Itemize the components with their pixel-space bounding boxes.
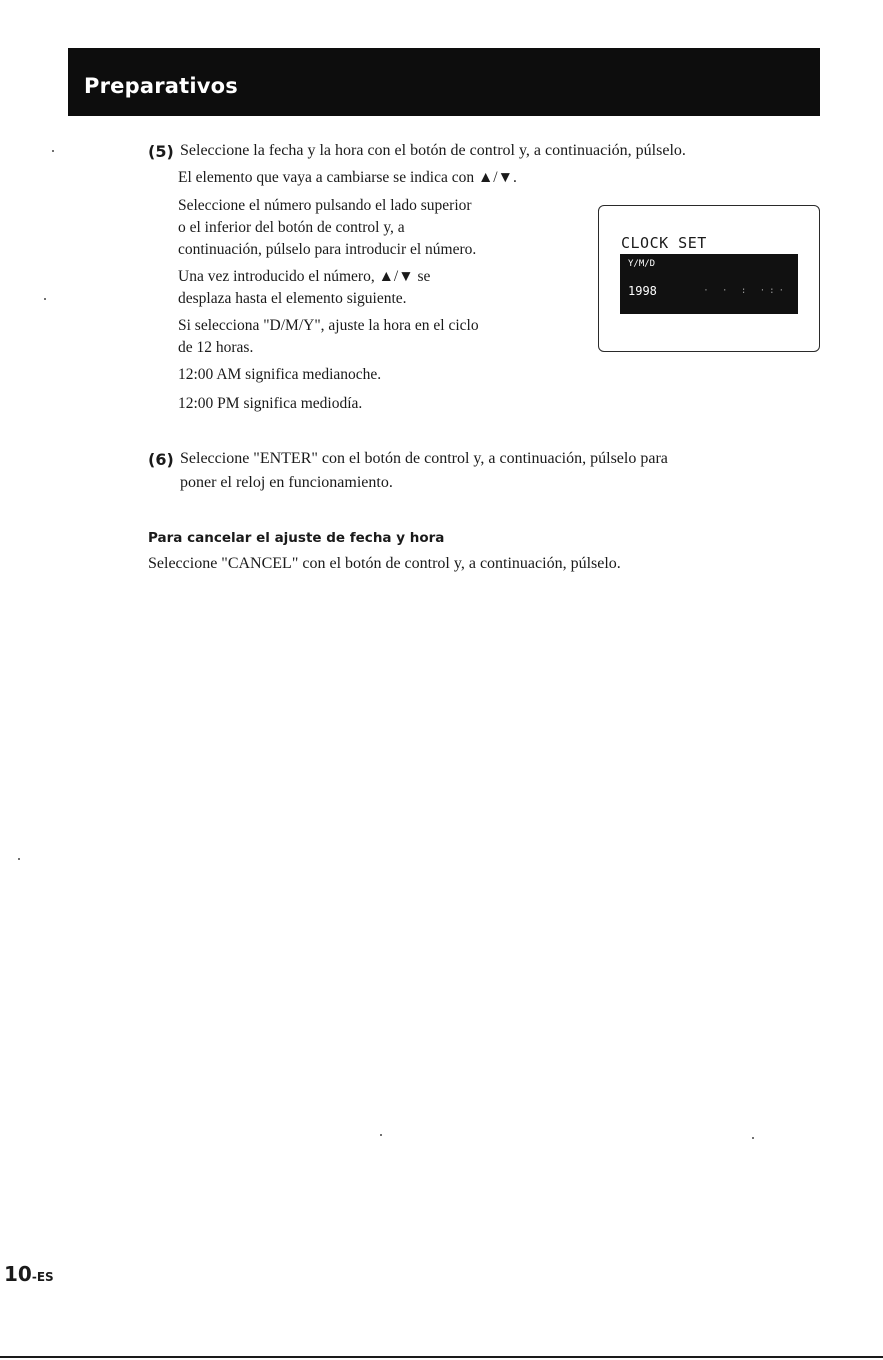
clock-set-title: CLOCK SET — [621, 234, 707, 252]
step-5-line: Seleccione el número pulsando el lado superior — [178, 197, 472, 214]
step-5-line: de 12 horas. — [178, 339, 254, 356]
display-screen — [620, 254, 798, 314]
scan-speck — [52, 150, 54, 152]
section-title: Preparativos — [84, 74, 238, 98]
scan-speck — [380, 1134, 382, 1136]
step-6-line: poner el reloj en funcionamiento. — [180, 474, 393, 491]
step-5-line: o el inferior del botón de control y, a — [178, 219, 405, 236]
step-5-line: desplaza hasta el elemento siguiente. — [178, 290, 407, 307]
year-value: 1998 — [628, 284, 657, 298]
scan-speck — [752, 1137, 754, 1139]
step-5-intro: Seleccione la fecha y la hora con el botón de control y, a continuación, púlselo. — [180, 142, 686, 159]
page-number — [4, 1262, 54, 1286]
step-5-number: (5) — [148, 142, 174, 161]
step-6-line: Seleccione "ENTER" con el botón de control y, a continuación, púlselo para — [180, 450, 668, 467]
cancel-instructions: Seleccione "CANCEL" con el botón de control y, a continuación, púlselo. — [148, 555, 621, 572]
step-5-line: 12:00 PM significa mediodía. — [178, 395, 363, 412]
date-format-label: Y/M/D — [628, 259, 656, 269]
step-5-line: Una vez introducido el número, ▲/▼ se — [178, 268, 431, 285]
scan-speck — [18, 858, 20, 860]
clock-set-display — [598, 205, 820, 352]
page-number-value: 10 — [4, 1262, 32, 1286]
step-6-number: (6) — [148, 450, 174, 469]
page-number-suffix: -ES — [31, 1270, 54, 1284]
step-5-line: El elemento que vaya a cambiarse se indica con ▲/▼. — [178, 169, 517, 186]
step-5-line: Si selecciona "D/M/Y", ajuste la hora en el ciclo — [178, 317, 479, 334]
bottom-rule — [0, 1356, 883, 1358]
section-header-bar — [68, 48, 820, 116]
step-5-line: continuación, púlselo para introducir el número. — [178, 241, 477, 258]
scan-speck — [44, 298, 46, 300]
dim-segments: · · : ·:· — [703, 286, 788, 296]
step-5-line: 12:00 AM significa medianoche. — [178, 366, 382, 383]
cancel-heading: Para cancelar el ajuste de fecha y hora — [148, 530, 445, 546]
